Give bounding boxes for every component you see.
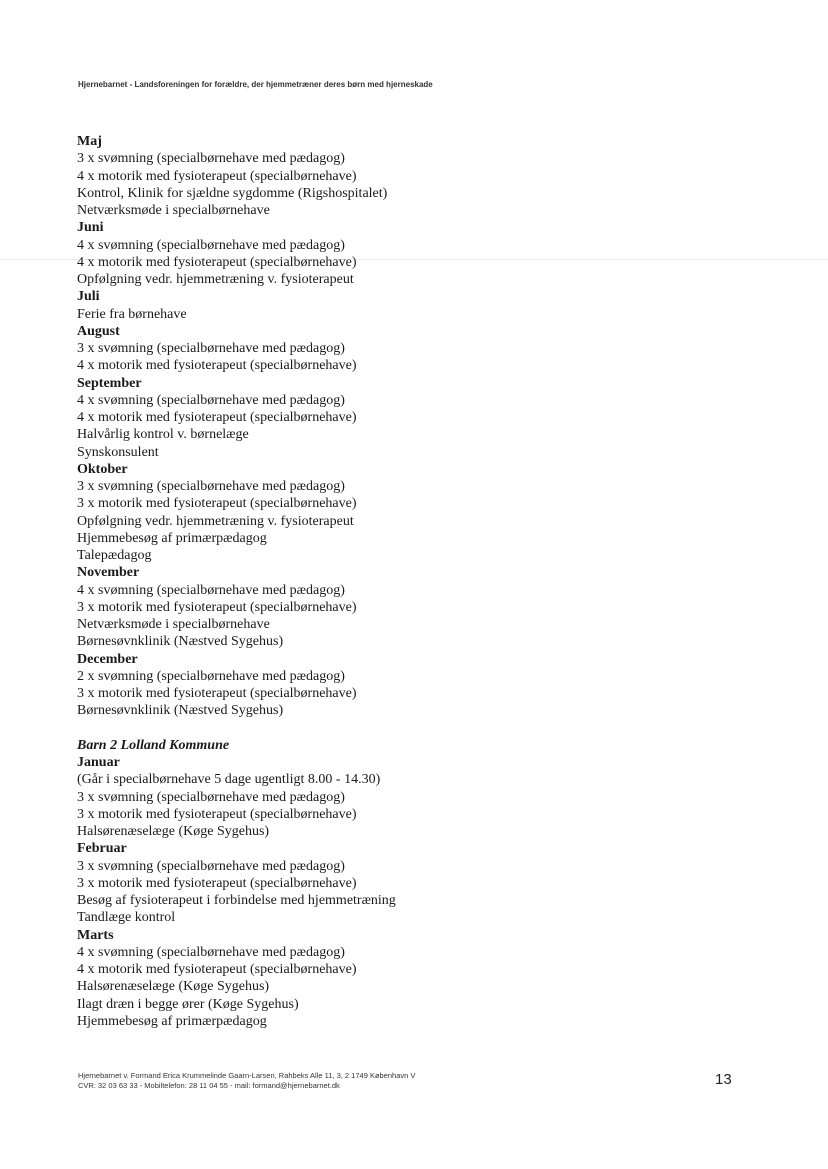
- activity-entry: 3 x motorik med fysioterapeut (specialbørnehave): [77, 806, 357, 822]
- month-heading: Juni: [77, 220, 104, 236]
- document-body: [77, 133, 757, 1030]
- activity-entry: 3 x motorik med fysioterapeut (specialbørnehave): [77, 875, 357, 891]
- activity-entry: 3 x motorik med fysioterapeut (specialbørnehave): [77, 686, 357, 701]
- month-heading: Januar: [77, 755, 120, 770]
- activity-entry: Børnesøvnklinik (Næstved Sygehus): [77, 634, 284, 650]
- page-header: Hjernebarnet - Landsforeningen for forældre, der hjemmetræner deres børn med hjerneskade: [78, 80, 433, 89]
- activity-entry: 4 x motorik med fysioterapeut (specialbørnehave): [77, 962, 357, 977]
- activity-entry: 2 x svømning (specialbørnehave med pædagog): [77, 668, 345, 684]
- month-heading: November: [77, 565, 140, 581]
- page-footer: [78, 1071, 415, 1091]
- activity-entry: 3 x svømning (specialbørnehave med pædagog): [77, 341, 345, 356]
- month-heading: Februar: [77, 841, 127, 857]
- activity-entry: Talepædagog: [77, 548, 152, 563]
- activity-entry: Kontrol, Klinik for sjældne sygdomme (Rigshospitalet): [77, 185, 388, 201]
- activity-entry: 4 x svømning (specialbørnehave med pædagog): [77, 944, 345, 960]
- activity-entry: 3 x motorik med fysioterapeut (specialbørnehave): [77, 599, 357, 615]
- activity-entry: 3 x svømning (specialbørnehave med pædagog): [77, 789, 345, 805]
- activity-entry: 4 x motorik med fysioterapeut (specialbørnehave): [77, 254, 357, 270]
- activity-entry: 4 x svømning (specialbørnehave med pædagog): [77, 392, 345, 408]
- activity-entry: 3 x svømning (specialbørnehave med pædagog): [77, 479, 345, 494]
- activity-entry: Besøg af fysioterapeut i forbindelse med hjemmetræning: [77, 893, 396, 908]
- activity-entry: Netværksmøde i specialbørnehave: [77, 617, 270, 632]
- activity-entry: 4 x svømning (specialbørnehave med pædagog): [77, 237, 345, 253]
- activity-entry: 4 x motorik med fysioterapeut (specialbørnehave): [77, 410, 357, 425]
- activity-entry: Netværksmøde i specialbørnehave: [77, 203, 270, 218]
- activity-entry: Opfølgning vedr. hjemmetræning v. fysioterapeut: [77, 513, 354, 529]
- activity-entry: Halvårlig kontrol v. børnelæge: [77, 427, 249, 443]
- activity-entry: Halsørenæselæge (Køge Sygehus): [77, 979, 270, 995]
- activity-entry: 3 x motorik med fysioterapeut (specialbørnehave): [77, 496, 357, 512]
- activity-entry: 3 x svømning (specialbørnehave med pædagog): [77, 858, 345, 874]
- month-heading: Marts: [77, 927, 114, 943]
- month-heading: Juli: [77, 289, 100, 305]
- section-title: Barn 2 Lolland Kommune: [77, 737, 230, 753]
- activity-entry: Børnesøvnklinik (Næstved Sygehus): [77, 703, 284, 719]
- month-heading: December: [77, 651, 138, 667]
- month-heading: Maj: [77, 134, 102, 149]
- month-heading: Oktober: [77, 461, 128, 477]
- activity-entry: Synskonsulent: [77, 444, 159, 460]
- month-heading: August: [77, 323, 120, 339]
- page-number: 13: [715, 1071, 732, 1088]
- activity-entry: Tandlæge kontrol: [77, 910, 176, 926]
- activity-entry: Hjemmebesøg af primærpædagog: [77, 1013, 267, 1029]
- activity-entry: 4 x motorik med fysioterapeut (specialbørnehave): [77, 168, 357, 184]
- footer-contact: CVR: 32 03 63 33 - Mobiltelefon: 28 11 04 55 - mail: formand@hjernebarnet.dk: [78, 1081, 340, 1090]
- activity-entry: 3 x svømning (specialbørnehave med pædagog): [77, 151, 345, 167]
- activity-entry: Ferie fra børnehave: [77, 306, 187, 322]
- activity-entry: (Går i specialbørnehave 5 dage ugentligt 8.00 - 14.30): [77, 772, 381, 788]
- footer-address: Hjernebarnet v. Formand Erica Krummelinde Gaarn-Larsen, Rahbeks Alle 11, 3, 2 1749 København V: [78, 1071, 416, 1080]
- activity-entry: 4 x motorik med fysioterapeut (specialbørnehave): [77, 358, 357, 374]
- activity-entry: Ilagt dræn i begge ører (Køge Sygehus): [77, 996, 299, 1012]
- activity-entry: Opfølgning vedr. hjemmetræning v. fysioterapeut: [77, 272, 354, 287]
- activity-entry: 4 x svømning (specialbørnehave med pædagog): [77, 582, 345, 598]
- section-spacer: [77, 720, 757, 737]
- activity-entry: Halsørenæselæge (Køge Sygehus): [77, 824, 270, 839]
- activity-entry: Hjemmebesøg af primærpædagog: [77, 530, 267, 546]
- month-heading: September: [77, 375, 142, 391]
